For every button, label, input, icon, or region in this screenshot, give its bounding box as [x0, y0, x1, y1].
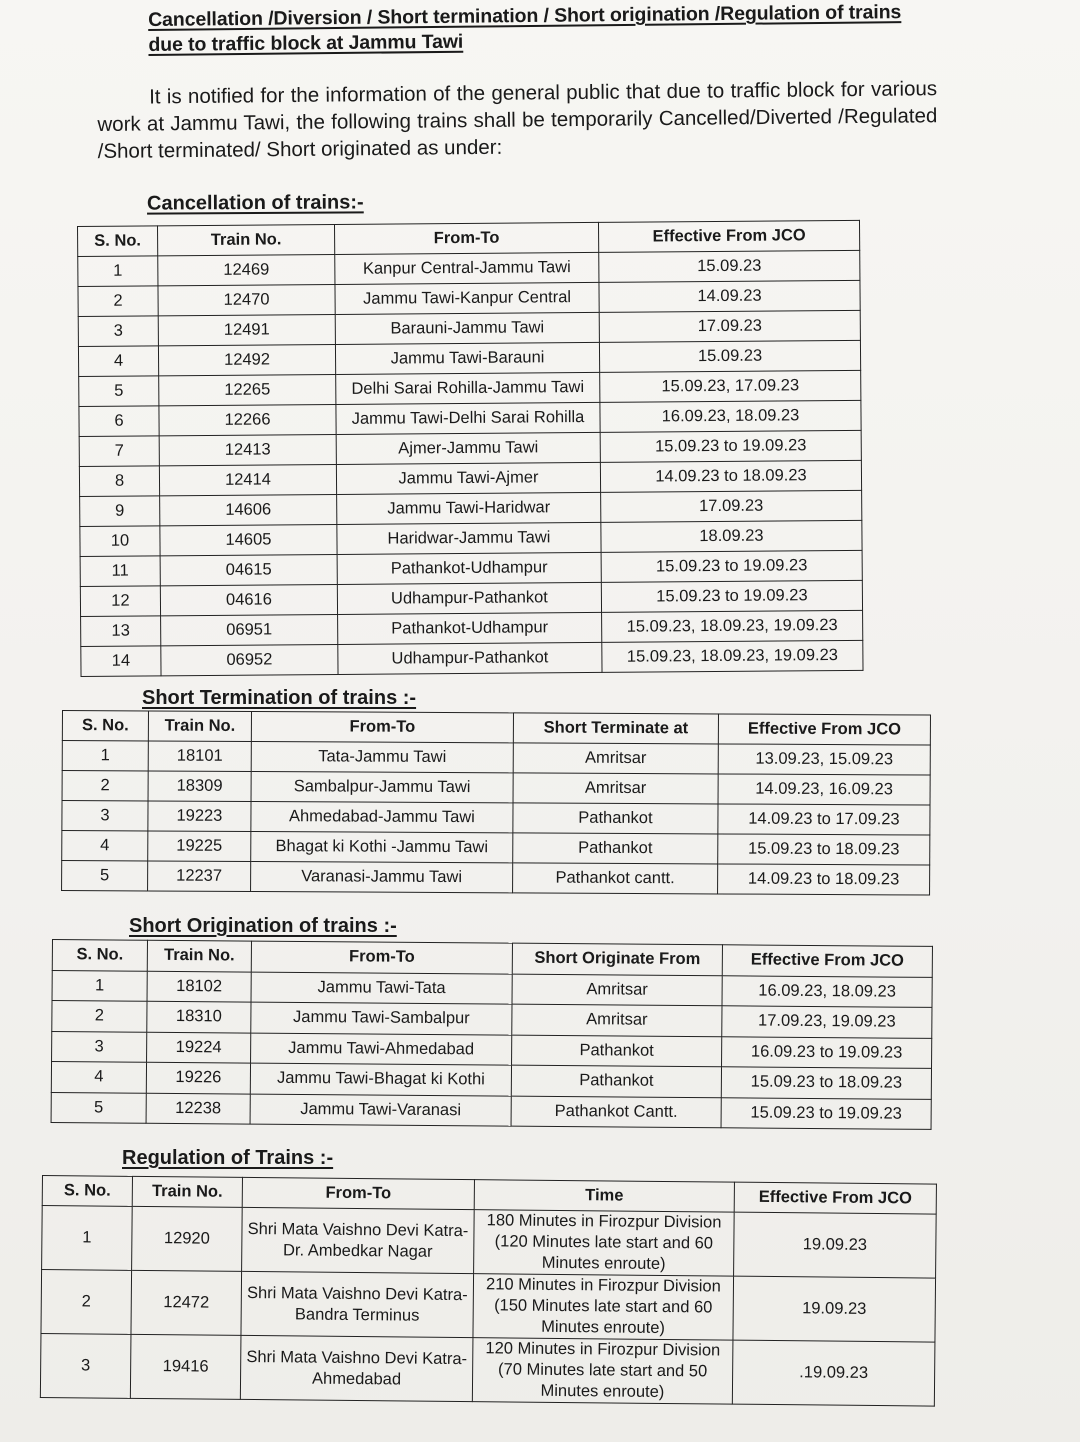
cell-from-to: Shri Mata Vaishno Devi Katra-Bandra Terminus	[241, 1271, 474, 1337]
cell-effective-from: 14.09.23 to 18.09.23	[600, 460, 861, 492]
cell-train-no: 12469	[158, 254, 335, 285]
cell-sno: 4	[51, 1062, 146, 1093]
cell-effective-from: 15.09.23 to 19.09.23	[601, 550, 862, 582]
cell-sno: 2	[62, 771, 148, 801]
cell-effective-from: 15.09.23 to 18.09.23	[718, 834, 930, 865]
cell-effective-from: 14.09.23 to 17.09.23	[718, 804, 930, 835]
cell-effective-from: 17.09.23	[599, 310, 860, 342]
cell-effective-from: 17.09.23, 19.09.23	[722, 1006, 932, 1038]
cell-sno: 1	[78, 256, 158, 287]
cell-from-to: Jammu Tawi-Sambalpur	[251, 1002, 512, 1035]
cell-effective-from: 19.09.23	[734, 1212, 937, 1278]
cell-effective-from: 16.09.23 to 19.09.23	[722, 1036, 932, 1068]
cancellation-table	[77, 220, 864, 677]
cell-from-to: Shri Mata Vaishno Devi Katra-Dr. Ambedkar Nagar	[242, 1207, 475, 1273]
cell-sno: 1	[52, 970, 147, 1001]
cell-effective-from: 17.09.23	[601, 490, 862, 522]
cell-train-no: 18102	[147, 971, 251, 1002]
cell-train-no: 12472	[131, 1270, 242, 1335]
cell-time: 120 Minutes in Firozpur Division (70 Minutes late start and 50 Minutes enroute)	[472, 1338, 733, 1404]
cell-train-no: 12414	[159, 464, 336, 495]
cell-sno: 3	[62, 801, 148, 831]
paragraph-indent	[97, 103, 149, 104]
cell-sno: 1	[62, 741, 148, 771]
cell-train-no: 12470	[158, 284, 335, 315]
column-header-sno: S. No.	[52, 940, 147, 971]
cell-effective-from: 15.09.23	[599, 250, 860, 282]
cell-sno: 5	[51, 1092, 146, 1123]
table-row	[62, 801, 930, 836]
cell-effective-from: 14.09.23, 16.09.23	[718, 774, 930, 805]
cell-effective-from: 15.09.23, 18.09.23, 19.09.23	[602, 640, 863, 672]
cell-from-to: Kanpur Central-Jammu Tawi	[335, 252, 599, 284]
cell-train-no: 12238	[146, 1093, 250, 1124]
cell-sno: 4	[78, 346, 158, 377]
cell-sno: 10	[80, 526, 160, 557]
cell-sno: 7	[79, 436, 159, 467]
column-header-sno: S. No.	[62, 711, 148, 741]
cell-from-to: Shri Mata Vaishno Devi Katra-Ahmedabad	[240, 1335, 473, 1401]
cell-sno: 3	[40, 1333, 131, 1398]
cell-effective-from: 15.09.23 to 18.09.23	[721, 1067, 931, 1099]
column-header-effective: Effective From JCO	[718, 714, 930, 745]
cell-effective-from: 15.09.23 to 19.09.23	[600, 430, 861, 462]
cell-sno: 13	[81, 616, 161, 647]
cell-effective-from: 19.09.23	[733, 1276, 936, 1342]
short-termination-table	[61, 710, 931, 896]
cell-short-originate-from: Amritsar	[512, 1004, 722, 1036]
regulation-table	[40, 1175, 937, 1407]
column-header-effective: Effective From JCO	[722, 945, 932, 977]
column-header-effective: Effective From JCO	[598, 220, 859, 252]
regulation-heading: Regulation of Trains :-	[122, 1147, 334, 1169]
cell-short-terminate-at: Pathankot cantt.	[513, 863, 718, 894]
cell-effective-from: 16.09.23, 18.09.23	[600, 400, 861, 432]
intro-paragraph	[97, 75, 938, 165]
table-row	[51, 1092, 931, 1129]
cell-train-no: 12413	[159, 434, 336, 465]
cell-sno: 2	[41, 1270, 132, 1335]
cell-train-no: 19224	[147, 1032, 251, 1063]
short-termination-heading: Short Termination of trains :-	[142, 687, 417, 709]
cell-train-no: 12491	[158, 314, 335, 345]
table-row	[81, 640, 863, 676]
cell-sno: 3	[52, 1031, 147, 1062]
cell-train-no: 12237	[148, 861, 251, 892]
cell-train-no: 18101	[148, 741, 251, 772]
cell-from-to: Pathankot-Udhampur	[337, 552, 601, 584]
cell-from-to: Bhagat ki Kothi -Jammu Tawi	[251, 831, 513, 862]
cell-effective-from: 14.09.23	[599, 280, 860, 312]
cell-train-no: 14606	[160, 494, 337, 525]
column-header-short-terminate-at: Short Terminate at	[513, 713, 718, 744]
cell-time: 180 Minutes in Firozpur Division (120 Minutes late start and 60 Minutes enroute)	[474, 1210, 735, 1276]
cell-from-to: Jammu Tawi-Haridwar	[337, 492, 601, 524]
column-header-effective: Effective From JCO	[734, 1182, 936, 1214]
column-header-from-to: From-To	[251, 711, 513, 742]
cell-short-terminate-at: Amritsar	[513, 773, 718, 804]
table-row	[62, 771, 930, 806]
cell-sno: 6	[79, 406, 159, 437]
cell-sno: 14	[81, 646, 161, 677]
cell-effective-from: 15.09.23 to 19.09.23	[601, 580, 862, 612]
cell-from-to: Barauni-Jammu Tawi	[335, 312, 599, 344]
cell-effective-from: 14.09.23 to 18.09.23	[718, 864, 930, 895]
cell-effective-from: 15.09.23 to 19.09.23	[721, 1097, 931, 1129]
cell-sno: 9	[80, 496, 160, 527]
cell-sno: 3	[78, 316, 158, 347]
column-header-sno: S. No.	[78, 226, 158, 257]
column-header-from-to: From-To	[334, 222, 598, 254]
cell-effective-from: 13.09.23, 15.09.23	[718, 744, 930, 775]
column-header-train-no: Train No.	[158, 224, 335, 255]
cell-sno: 4	[62, 831, 148, 861]
cell-from-to: Jammu Tawi-Varanasi	[250, 1094, 511, 1127]
document-title: Cancellation /Diversion / Short termination / Short origination /Regulation of trains due to traffic block at Jammu Tawi	[148, 1, 902, 56]
cell-train-no: 19225	[148, 831, 251, 862]
cell-from-to: Jammu Tawi-Delhi Sarai Rohilla	[336, 402, 600, 434]
cell-from-to: Udhampur-Pathankot	[338, 642, 602, 674]
cell-from-to: Jammu Tawi-Kanpur Central	[335, 282, 599, 314]
cell-train-no: 06952	[161, 644, 338, 675]
cell-from-to: Varanasi-Jammu Tawi	[251, 861, 513, 892]
cell-sno: 12	[80, 586, 160, 617]
cell-effective-from: .19.09.23	[732, 1340, 935, 1406]
cell-short-terminate-at: Pathankot	[513, 803, 718, 834]
cell-effective-from: 15.09.23, 18.09.23, 19.09.23	[602, 610, 863, 642]
table-row	[40, 1333, 935, 1406]
column-header-time: Time	[474, 1180, 734, 1212]
cell-from-to: Jammu Tawi-Ajmer	[336, 462, 600, 494]
cell-train-no: 18310	[147, 1001, 251, 1032]
cell-sno: 5	[62, 861, 148, 891]
cell-sno: 11	[80, 556, 160, 587]
cell-sno: 2	[52, 1001, 147, 1032]
cell-from-to: Sambalpur-Jammu Tawi	[251, 771, 513, 802]
table-row	[62, 861, 930, 896]
table-row	[42, 1206, 937, 1279]
cell-from-to: Jammu Tawi-Barauni	[335, 342, 599, 374]
cell-train-no: 12920	[132, 1206, 243, 1271]
cell-train-no: 04615	[160, 554, 337, 585]
cell-train-no: 19226	[146, 1062, 250, 1093]
cell-from-to: Haridwar-Jammu Tawi	[337, 522, 601, 554]
cell-sno: 1	[42, 1206, 133, 1271]
cell-short-originate-from: Pathankot	[512, 1035, 722, 1067]
cell-short-originate-from: Pathankot Cantt.	[511, 1096, 721, 1128]
short-origination-heading: Short Origination of trains :-	[129, 915, 397, 937]
cell-short-terminate-at: Pathankot	[513, 833, 718, 864]
cell-sno: 5	[79, 376, 159, 407]
cell-effective-from: 16.09.23, 18.09.23	[722, 975, 932, 1007]
short-origination-table	[51, 939, 933, 1130]
cell-train-no: 04616	[160, 584, 337, 615]
cell-time: 210 Minutes in Firozpur Division (150 Minutes late start and 60 Minutes enroute)	[473, 1274, 734, 1340]
cell-from-to: Ahmedabad-Jammu Tawi	[251, 801, 513, 832]
table-row	[62, 831, 930, 866]
cell-train-no: 19223	[148, 801, 251, 832]
table-row	[41, 1270, 936, 1343]
cell-train-no: 06951	[161, 614, 338, 645]
table-header-row	[62, 711, 930, 746]
column-header-from-to: From-To	[242, 1177, 474, 1209]
intro-text: It is notified for the information of the general public that due to traffic block for various work at Jammu Tawi, the following trains shall be temporarily Cancelled/Diverted /Regulated /Short terminated/ Short originated as under:	[97, 77, 938, 163]
cell-short-originate-from: Amritsar	[512, 974, 722, 1006]
cell-train-no: 12492	[158, 344, 335, 375]
cell-train-no: 12266	[159, 404, 336, 435]
column-header-train-no: Train No.	[147, 940, 251, 971]
cell-from-to: Udhampur-Pathankot	[337, 582, 601, 614]
cell-sno: 2	[78, 286, 158, 317]
cell-effective-from: 15.09.23	[599, 340, 860, 372]
cell-train-no: 14605	[160, 524, 337, 555]
column-header-short-originate-from: Short Originate From	[512, 943, 722, 975]
cell-sno: 8	[79, 466, 159, 497]
cell-train-no: 19416	[130, 1334, 241, 1399]
cell-from-to: Ajmer-Jammu Tawi	[336, 432, 600, 464]
cell-from-to: Jammu Tawi-Bhagat ki Kothi	[250, 1063, 511, 1096]
cell-effective-from: 15.09.23, 17.09.23	[600, 370, 861, 402]
cell-from-to: Delhi Sarai Rohilla-Jammu Tawi	[336, 372, 600, 404]
table-row	[62, 741, 930, 776]
column-header-train-no: Train No.	[132, 1176, 242, 1207]
cell-from-to: Jammu Tawi-Ahmedabad	[251, 1033, 512, 1066]
cell-from-to: Pathankot-Udhampur	[338, 612, 602, 644]
column-header-train-no: Train No.	[148, 711, 251, 742]
cell-from-to: Jammu Tawi-Tata	[251, 972, 512, 1005]
cancellation-heading: Cancellation of trains:-	[146, 191, 364, 215]
column-header-sno: S. No.	[42, 1176, 132, 1207]
cell-effective-from: 18.09.23	[601, 520, 862, 552]
cell-short-originate-from: Pathankot	[511, 1065, 721, 1097]
cell-train-no: 12265	[159, 374, 336, 405]
cell-short-terminate-at: Amritsar	[513, 743, 718, 774]
cell-train-no: 18309	[148, 771, 251, 802]
cell-from-to: Tata-Jammu Tawi	[251, 741, 513, 772]
column-header-from-to: From-To	[251, 941, 512, 974]
